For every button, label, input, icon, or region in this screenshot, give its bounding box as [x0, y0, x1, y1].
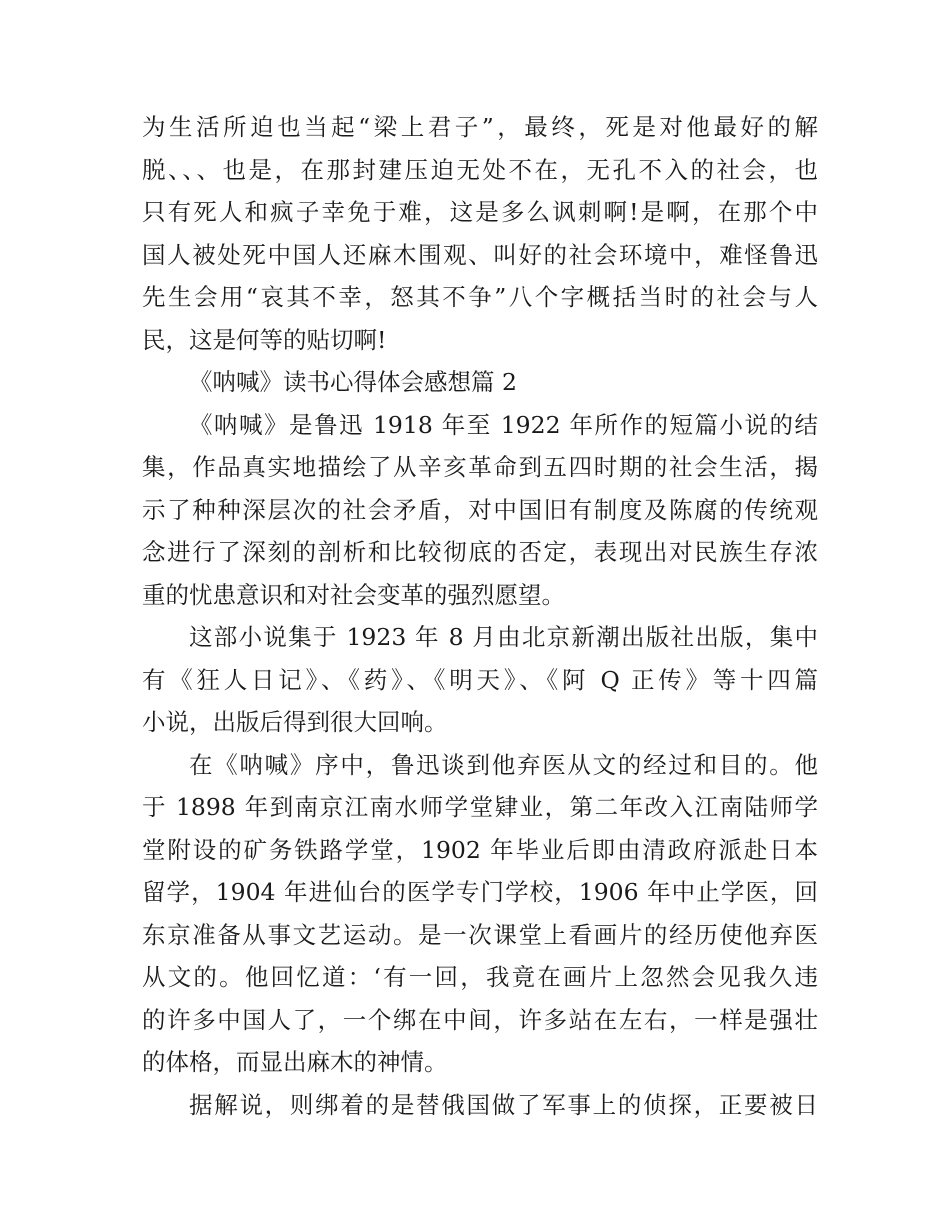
text-line: 只有死人和疯子幸免于难，这是多么讽刺啊!是啊，在那个中 [142, 198, 818, 226]
text-line: 留学，1904 年进仙台的医学专门学校，1906 年中止学医，回 [142, 878, 818, 906]
text-line: 脱、、、也是，在那封建压迫无处不在，无孔不入的社会，也 [142, 155, 818, 184]
text-line: 堂附设的矿务铁路学堂，1902 年毕业后即由清政府派赴日本 [142, 835, 818, 864]
section-heading: 《呐喊》读书心得体会感想篇 2 [189, 368, 517, 396]
text-line: 在《呐喊》序中，鲁迅谈到他弃医从文的经过和目的。他 [189, 750, 818, 779]
text-line: 的体格，而显出麻木的神情。 [142, 1048, 448, 1076]
text-line: 东京准备从事文艺运动。是一次课堂上看画片的经历使他弃医 [142, 920, 818, 949]
text-line: 集，作品真实地描绘了从辛亥革命到五四时期的社会生活，揭 [142, 453, 818, 481]
text-line: 为生活所迫也当起“梁上君子”，最终，死是对他最好的解 [142, 113, 818, 141]
text-line: 《呐喊》是鲁迅 1918 年至 1922 年所作的短篇小说的结 [189, 410, 818, 439]
text-line: 从文的。他回忆道：‘有一回，我竟在画片上忽然会见我久违 [142, 963, 818, 991]
text-line: 重的忧患意识和对社会变革的强烈愿望。 [142, 580, 565, 609]
text-line: 念进行了深刻的剖析和比较彻底的否定，表现出对民族生存浓 [142, 538, 818, 566]
text-line: 先生会用“哀其不幸，怒其不争”八个字概括当时的社会与人 [142, 283, 818, 311]
text-line: 国人被处死中国人还麻木围观、叫好的社会环境中，难怪鲁迅 [142, 240, 818, 269]
text-line: 于 1898 年到南京江南水师学堂肄业，第二年改入江南陆师学 [142, 793, 818, 821]
text-line: 据解说，则绑着的是替俄国做了军事上的侦探，正要被日 [189, 1090, 818, 1119]
text-line: 这部小说集于 1923 年 8 月由北京新潮出版社出版，集中 [189, 623, 818, 651]
text-line: 民，这是何等的贴切啊! [142, 325, 387, 354]
document-body [142, 106, 818, 1126]
text-line: 小说，出版后得到很大回响。 [142, 708, 448, 736]
text-line: 的许多中国人了，一个绑在中间，许多站在左右，一样是强壮 [142, 1005, 818, 1034]
text-line: 有《狂人日记》、《药》、《明天》、《阿 Q 正传》等十四篇 [142, 665, 818, 694]
text-line: 示了种种深层次的社会矛盾，对中国旧有制度及陈腐的传统观 [142, 495, 818, 524]
